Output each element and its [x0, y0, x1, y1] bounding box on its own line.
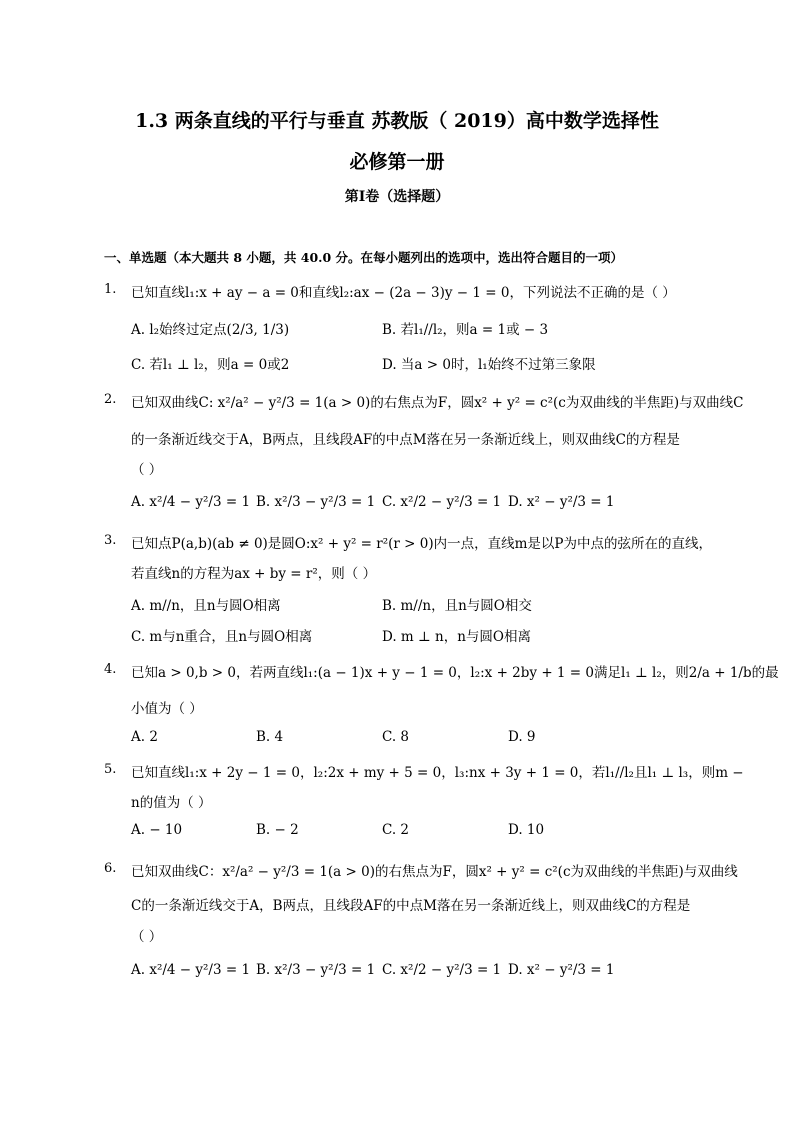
option-c: C. 8 [382, 729, 410, 745]
option-a: A. x²/4 − y²/3 = 1 [131, 494, 251, 510]
option-b: B. m//n，且n与圆O相交 [382, 598, 532, 614]
option-c: C. 若l₁ ⊥ l₂，则a = 0或2 [131, 357, 290, 373]
option-b: B. − 2 [256, 822, 299, 838]
question-text: 已知直线l₁:x + 2y − 1 = 0，l₂:2x + my + 5 = 0，l₃:nx + 3y + 1 = 0，若l₁//l₂且l₁ ⊥ l₃，则m − [131, 765, 744, 781]
question-text: 的一条渐近线交于A，B两点，且线段AF的中点M落在另一条渐近线上，则双曲线C的方程是 [131, 432, 680, 448]
option-d: D. 9 [508, 729, 536, 745]
document-title-line2: 必修第一册 [349, 151, 445, 173]
question-text: C的一条渐近线交于A，B两点，且线段AF的中点M落在另一条渐近线上，则双曲线C的方程是 [131, 898, 691, 914]
option-d: D. m ⊥ n，n与圆O相离 [382, 629, 531, 645]
option-b: B. 4 [256, 729, 284, 745]
document-subtitle: 第I卷（选择题） [344, 189, 450, 205]
question-number: 2. [104, 392, 117, 407]
question-number: 6. [104, 861, 117, 876]
option-d: D. 当a > 0时，l₁始终不过第三象限 [382, 357, 596, 373]
question-text: 已知双曲线C: x²/a² − y²/3 = 1(a > 0)的右焦点为F，圆x² + y² = c²(c为双曲线的半焦距)与双曲线C [131, 395, 744, 411]
option-c: C. 2 [382, 822, 410, 838]
question-text: 已知a > 0,b > 0，若两直线l₁:(a − 1)x + y − 1 = 0，l₂:x + 2by + 1 = 0满足l₁ ⊥ l₂，则2/a + 1/b的最 [131, 665, 779, 681]
option-c: C. m与n重合，且n与圆O相离 [131, 629, 313, 645]
option-d: D. 10 [508, 822, 545, 838]
section-heading: 一、单选题（本大题共 8 小题，共 40.0 分。在每小题列出的选项中，选出符合题目的一项） [104, 250, 624, 265]
question-text: （ ） [131, 462, 163, 478]
question-text: 小值为（ ） [131, 701, 203, 717]
option-a: A. − 10 [131, 822, 183, 838]
option-a: A. 2 [131, 729, 158, 745]
option-b: B. x²/3 − y²/3 = 1 [256, 494, 376, 510]
question-text: 若直线n的方程为ax + by = r²，则（ ） [131, 566, 377, 582]
question-number: 1. [104, 282, 117, 297]
option-c: C. x²/2 − y²/3 = 1 [382, 494, 502, 510]
question-number: 3. [104, 533, 117, 548]
option-a: A. m//n，且n与圆O相离 [131, 598, 281, 614]
question-text: 已知点P(a,b)(ab ≠ 0)是圆O:x² + y² = r²(r > 0)内一点，直线m是以P为中点的弦所在的直线， [131, 536, 712, 552]
option-d: D. x² − y²/3 = 1 [508, 494, 615, 510]
option-a: A. l₂始终过定点(2/3, 1/3) [131, 322, 290, 338]
question-number: 4. [104, 662, 117, 677]
question-number: 5. [104, 762, 117, 777]
option-c: C. x²/2 − y²/3 = 1 [382, 962, 502, 978]
option-b: B. 若l₁//l₂，则a = 1或 − 3 [382, 322, 549, 338]
question-text: n的值为（ ） [131, 795, 212, 811]
question-text: 已知直线l₁:x + ay − a = 0和直线l₂:ax − (2a − 3)y − 1 = 0，下列说法不正确的是（ ） [131, 285, 676, 301]
document-title-line1: 1.3 两条直线的平行与垂直 苏教版（ 2019）高中数学选择性 [135, 110, 659, 132]
option-a: A. x²/4 − y²/3 = 1 [131, 962, 251, 978]
question-text: （ ） [131, 929, 163, 945]
option-b: B. x²/3 − y²/3 = 1 [256, 962, 376, 978]
question-text: 已知双曲线C：x²/a² − y²/3 = 1(a > 0)的右焦点为F，圆x² + y² = c²(c为双曲线的半焦距)与双曲线 [131, 864, 738, 880]
option-d: D. x² − y²/3 = 1 [508, 962, 615, 978]
